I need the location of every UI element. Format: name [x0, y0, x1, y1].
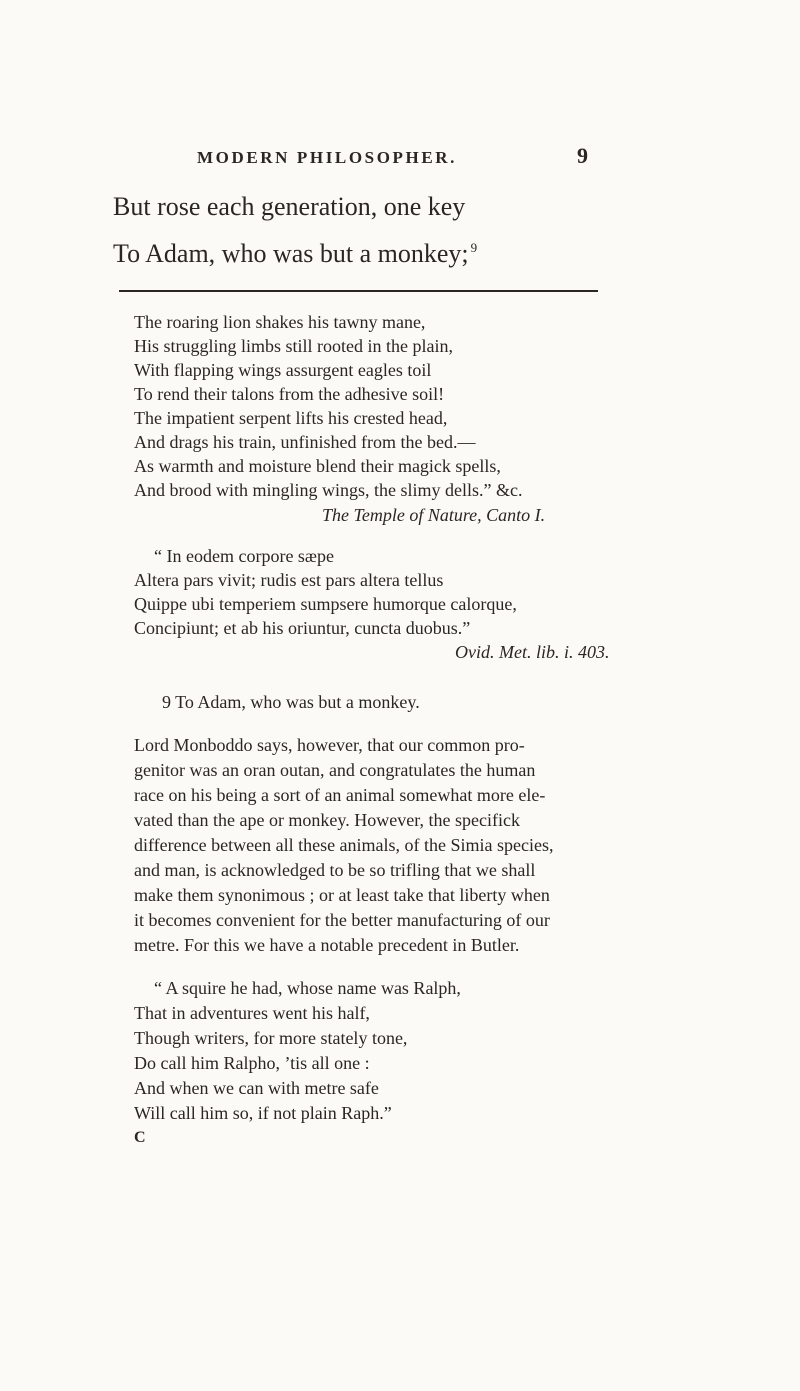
signature-mark: C: [134, 1129, 146, 1146]
quote-line: And brood with mingling wings, the slimy dells.” &c.: [134, 480, 523, 500]
quote-line: To rend their talons from the adhesive soil!: [134, 384, 445, 404]
latin-line: “ In eodem corpore sæpe: [154, 546, 334, 566]
verse-line: To Adam, who was but a monkey; $^9$: [113, 239, 478, 268]
latin-line: Altera pars vivit; rudis est pars altera tellus: [134, 570, 444, 590]
quote-line: The roaring lion shakes his tawny mane,: [134, 312, 426, 332]
latin-line: Concipiunt; et ab his oriuntur, cuncta duobus.”: [134, 618, 471, 638]
butler-line: That in adventures went his half,: [134, 1003, 370, 1023]
butler-line: Do call him Ralpho, ’tis all one :: [134, 1053, 370, 1073]
quote-line: And drags his train, unfinished from the bed.—: [134, 432, 476, 452]
quote-line: The impatient serpent lifts his crested head,: [134, 408, 448, 428]
note-paragraph-line: and man, is acknowledged to be so trifling that we shall: [134, 860, 536, 880]
note-paragraph-line: make them synonimous ; or at least take that liberty when: [134, 885, 550, 905]
latin-citation: Ovid. Met. lib. i. 403.: [455, 642, 610, 662]
page-number: 9: [577, 143, 588, 168]
verse-line: But rose each generation, one key: [113, 192, 466, 221]
note-heading: 9 To Adam, who was but a monkey.: [162, 692, 420, 712]
quote-line: With flapping wings assurgent eagles toil: [134, 360, 432, 380]
running-title: MODERN PHILOSOPHER.: [197, 148, 458, 167]
quote-line: As warmth and moisture blend their magick spells,: [134, 456, 501, 476]
note-paragraph-line: genitor was an oran outan, and congratulates the human: [134, 760, 536, 780]
latin-line: Quippe ubi temperiem sumpsere humorque calorque,: [134, 594, 517, 614]
butler-line: “ A squire he had, whose name was Ralph,: [154, 978, 461, 998]
note-paragraph-line: it becomes convenient for the better manufacturing of our: [134, 910, 550, 930]
butler-line: Though writers, for more stately tone,: [134, 1028, 408, 1048]
note-paragraph-line: metre. For this we have a notable precedent in Butler.: [134, 935, 520, 955]
footnote-reference: 9: [470, 240, 478, 255]
butler-line: Will call him so, if not plain Raph.”: [134, 1103, 392, 1123]
quote-line: His struggling limbs still rooted in the plain,: [134, 336, 453, 356]
note-paragraph-line: difference between all these animals, of the Simia species,: [134, 835, 554, 855]
quote-citation: The Temple of Nature, Canto I.: [322, 505, 546, 525]
note-paragraph-line: race on his being a sort of an animal somewhat more ele-: [134, 785, 546, 805]
note-paragraph-line: Lord Monboddo says, however, that our common pro-: [134, 735, 525, 755]
note-paragraph-line: vated than the ape or monkey. However, the specifick: [134, 810, 520, 830]
butler-line: And when we can with metre safe: [134, 1078, 379, 1098]
